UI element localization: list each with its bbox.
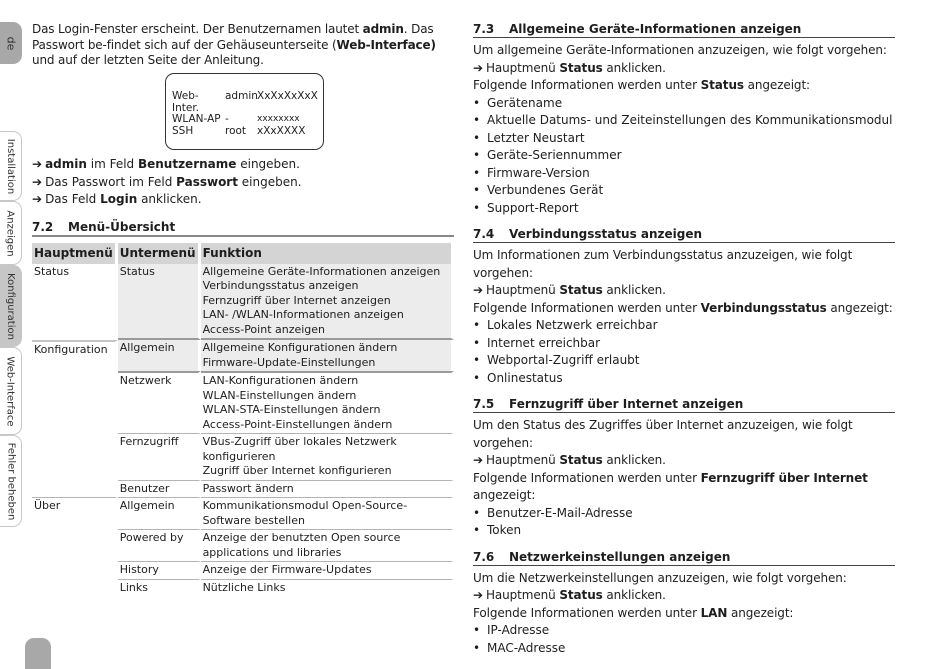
table-row: Links Nützliche Links bbox=[32, 580, 454, 597]
arrow-right-icon: ➔ bbox=[473, 588, 483, 602]
language-label: de bbox=[4, 36, 17, 50]
section-7-5 bbox=[473, 397, 895, 540]
side-tab-installation[interactable] bbox=[0, 131, 22, 201]
step-item: ➔ Hauptmenü Status anklicken. bbox=[473, 60, 666, 75]
list-item: • Support-Report bbox=[473, 200, 579, 215]
credential-row: WLAN-AP - xxxxxxxx bbox=[172, 113, 300, 125]
header-untermenu: Untermenü bbox=[118, 243, 201, 264]
section-7-4 bbox=[473, 227, 895, 387]
credential-row: SSH root xXxXXXX bbox=[172, 124, 306, 137]
header-funktion: Funktion bbox=[201, 243, 454, 264]
section-intro: Um den Status des Zugriffes über Internet anzuzeigen, wie folgt vorgehen: bbox=[473, 418, 853, 450]
arrow-right-icon: ➔ bbox=[473, 60, 483, 75]
side-tab-label: Konfiguration bbox=[5, 272, 16, 340]
list-item: • MAC-Adresse bbox=[473, 640, 566, 655]
info-line: Folgende Informationen werden unter Fernzugriff über Internet angezeigt: bbox=[473, 470, 868, 502]
step-item: ➔ Das Feld Login anklicken. bbox=[32, 192, 202, 206]
language-tab[interactable] bbox=[0, 22, 22, 64]
list-item: • Gerätename bbox=[473, 95, 563, 110]
header-hauptmenu: Hauptmenü bbox=[32, 243, 118, 264]
table-row: Konfiguration Allgemein Allgemeine Konfigurationen ändern Firmware-Update-Einstellungen bbox=[32, 340, 454, 371]
side-tab-fehler-beheben[interactable] bbox=[0, 435, 22, 527]
list-item: • Onlinestatus bbox=[473, 370, 563, 385]
side-tab-label: Installation bbox=[5, 138, 17, 194]
section-intro: Um allgemeine Geräte-Informationen anzuzeigen, wie folgt vorgehen: bbox=[473, 43, 887, 57]
section-heading: 7.4 Verbindungsstatus anzeigen bbox=[473, 227, 895, 243]
side-tab-web-interface[interactable] bbox=[0, 347, 22, 435]
info-line: Folgende Informationen werden unter Status angezeigt: bbox=[473, 78, 810, 92]
info-line: Folgende Informationen werden unter LAN angezeigt: bbox=[473, 605, 794, 620]
section-heading: 7.6 Netzwerkeinstellungen anzeigen bbox=[473, 550, 895, 566]
section-heading: 7.5 Fernzugriff über Internet anzeigen bbox=[473, 397, 895, 413]
side-tab-label: Anzeigen bbox=[5, 209, 17, 257]
list-item: • Internet erreichbar bbox=[473, 335, 601, 350]
section-7-6 bbox=[473, 550, 895, 658]
table-row: Status Status Allgemeine Geräte-Informationen anzeigen Verbindungsstatus anzeigen Fernzugriff über Internet anzeigen LAN- /WLAN-Informationen anzeigen Access-Point anzeigen bbox=[32, 264, 454, 341]
login-steps bbox=[32, 156, 302, 209]
info-line: Folgende Informationen werden unter Verbindungsstatus angezeigt: bbox=[473, 300, 893, 315]
table-row: History Anzeige der Firmware-Updates bbox=[32, 562, 454, 580]
arrow-right-icon: ➔ bbox=[32, 157, 43, 171]
list-item: • IP-Adresse bbox=[473, 623, 550, 637]
credential-row: Web-Inter. admin XxXxXxXxX bbox=[172, 90, 318, 114]
step-item: ➔ Hauptmenü Status anklicken. bbox=[473, 283, 666, 297]
table-row: Fernzugriff VBus-Zugriff über lokales Netzwerk konfigurieren Zugriff über Internet konfigurieren bbox=[32, 434, 454, 481]
table-row: Netzwerk LAN-Konfigurationen ändern WLAN-Einstellungen ändern WLAN-STA-Einstellungen ändern Access-Point-Einstellungen ändern bbox=[32, 371, 454, 434]
left-column bbox=[32, 22, 454, 594]
list-item: • Token bbox=[473, 523, 522, 537]
table-row: Powered by Anzeige der benutzten Open source applications und libraries bbox=[32, 530, 454, 562]
table-row: Benutzer Passwort ändern bbox=[32, 481, 454, 499]
arrow-right-icon: ➔ bbox=[32, 174, 43, 189]
section-7-3 bbox=[473, 22, 895, 217]
list-item: • Firmware-Version bbox=[473, 165, 590, 180]
list-item: • Letzter Neustart bbox=[473, 130, 585, 145]
list-item: • Aktuelle Datums- und Zeiteinstellungen des Kommunikationsmodul bbox=[473, 113, 893, 127]
step-item: ➔ Hauptmenü Status anklicken. bbox=[473, 453, 666, 467]
menu-overview-table bbox=[32, 243, 454, 596]
table-row: Über Allgemein Kommunikationsmodul Open-Source-Software bestellen bbox=[32, 498, 454, 530]
section-heading: 7.3 Allgemeine Geräte-Informationen anzeigen bbox=[473, 22, 895, 38]
side-tab-konfiguration[interactable] bbox=[0, 265, 22, 347]
side-tab-label: Web-Interface bbox=[5, 355, 16, 427]
side-tab-label: Fehler beheben bbox=[5, 442, 16, 520]
arrow-right-icon: ➔ bbox=[32, 192, 43, 206]
list-item: • Webportal-Zugriff erlaubt bbox=[473, 353, 640, 367]
section-intro: Um die Netzwerkeinstellungen anzuzeigen, wie folgt vorgehen: bbox=[473, 570, 847, 585]
section-7-2-heading: 7.2 Menü-Übersicht bbox=[32, 220, 454, 237]
right-column bbox=[473, 22, 895, 667]
step-item: ➔ Das Passwort im Feld Passwort eingeben. bbox=[32, 174, 302, 189]
list-item: • Geräte-Seriennummer bbox=[473, 148, 622, 162]
side-tab-anzeigen[interactable] bbox=[0, 201, 22, 265]
arrow-right-icon: ➔ bbox=[473, 283, 483, 297]
login-intro-paragraph: Das Login-Fenster erscheint. Der Benutzernamen lautet admin. Das Passwort be-findet sich auf der Gehäuseunterseite (Web-Interface) und auf der letzten Seite der Anleitung. bbox=[32, 22, 436, 67]
arrow-right-icon: ➔ bbox=[473, 453, 483, 467]
step-item: ➔ Hauptmenü Status anklicken. bbox=[473, 588, 666, 602]
step-item: ➔ admin im Feld Benutzername eingeben. bbox=[32, 157, 300, 171]
table-header-row bbox=[32, 243, 454, 264]
credentials-label-figure bbox=[165, 73, 324, 150]
list-item: • Benutzer-E-Mail-Adresse bbox=[473, 505, 633, 520]
list-item: • Verbundenes Gerät bbox=[473, 183, 604, 197]
list-item: • Lokales Netzwerk erreichbar bbox=[473, 318, 658, 332]
section-intro: Um Informationen zum Verbindungsstatus anzuzeigen, wie folgt vorgehen: bbox=[473, 248, 853, 280]
page-number-marker bbox=[25, 638, 51, 669]
